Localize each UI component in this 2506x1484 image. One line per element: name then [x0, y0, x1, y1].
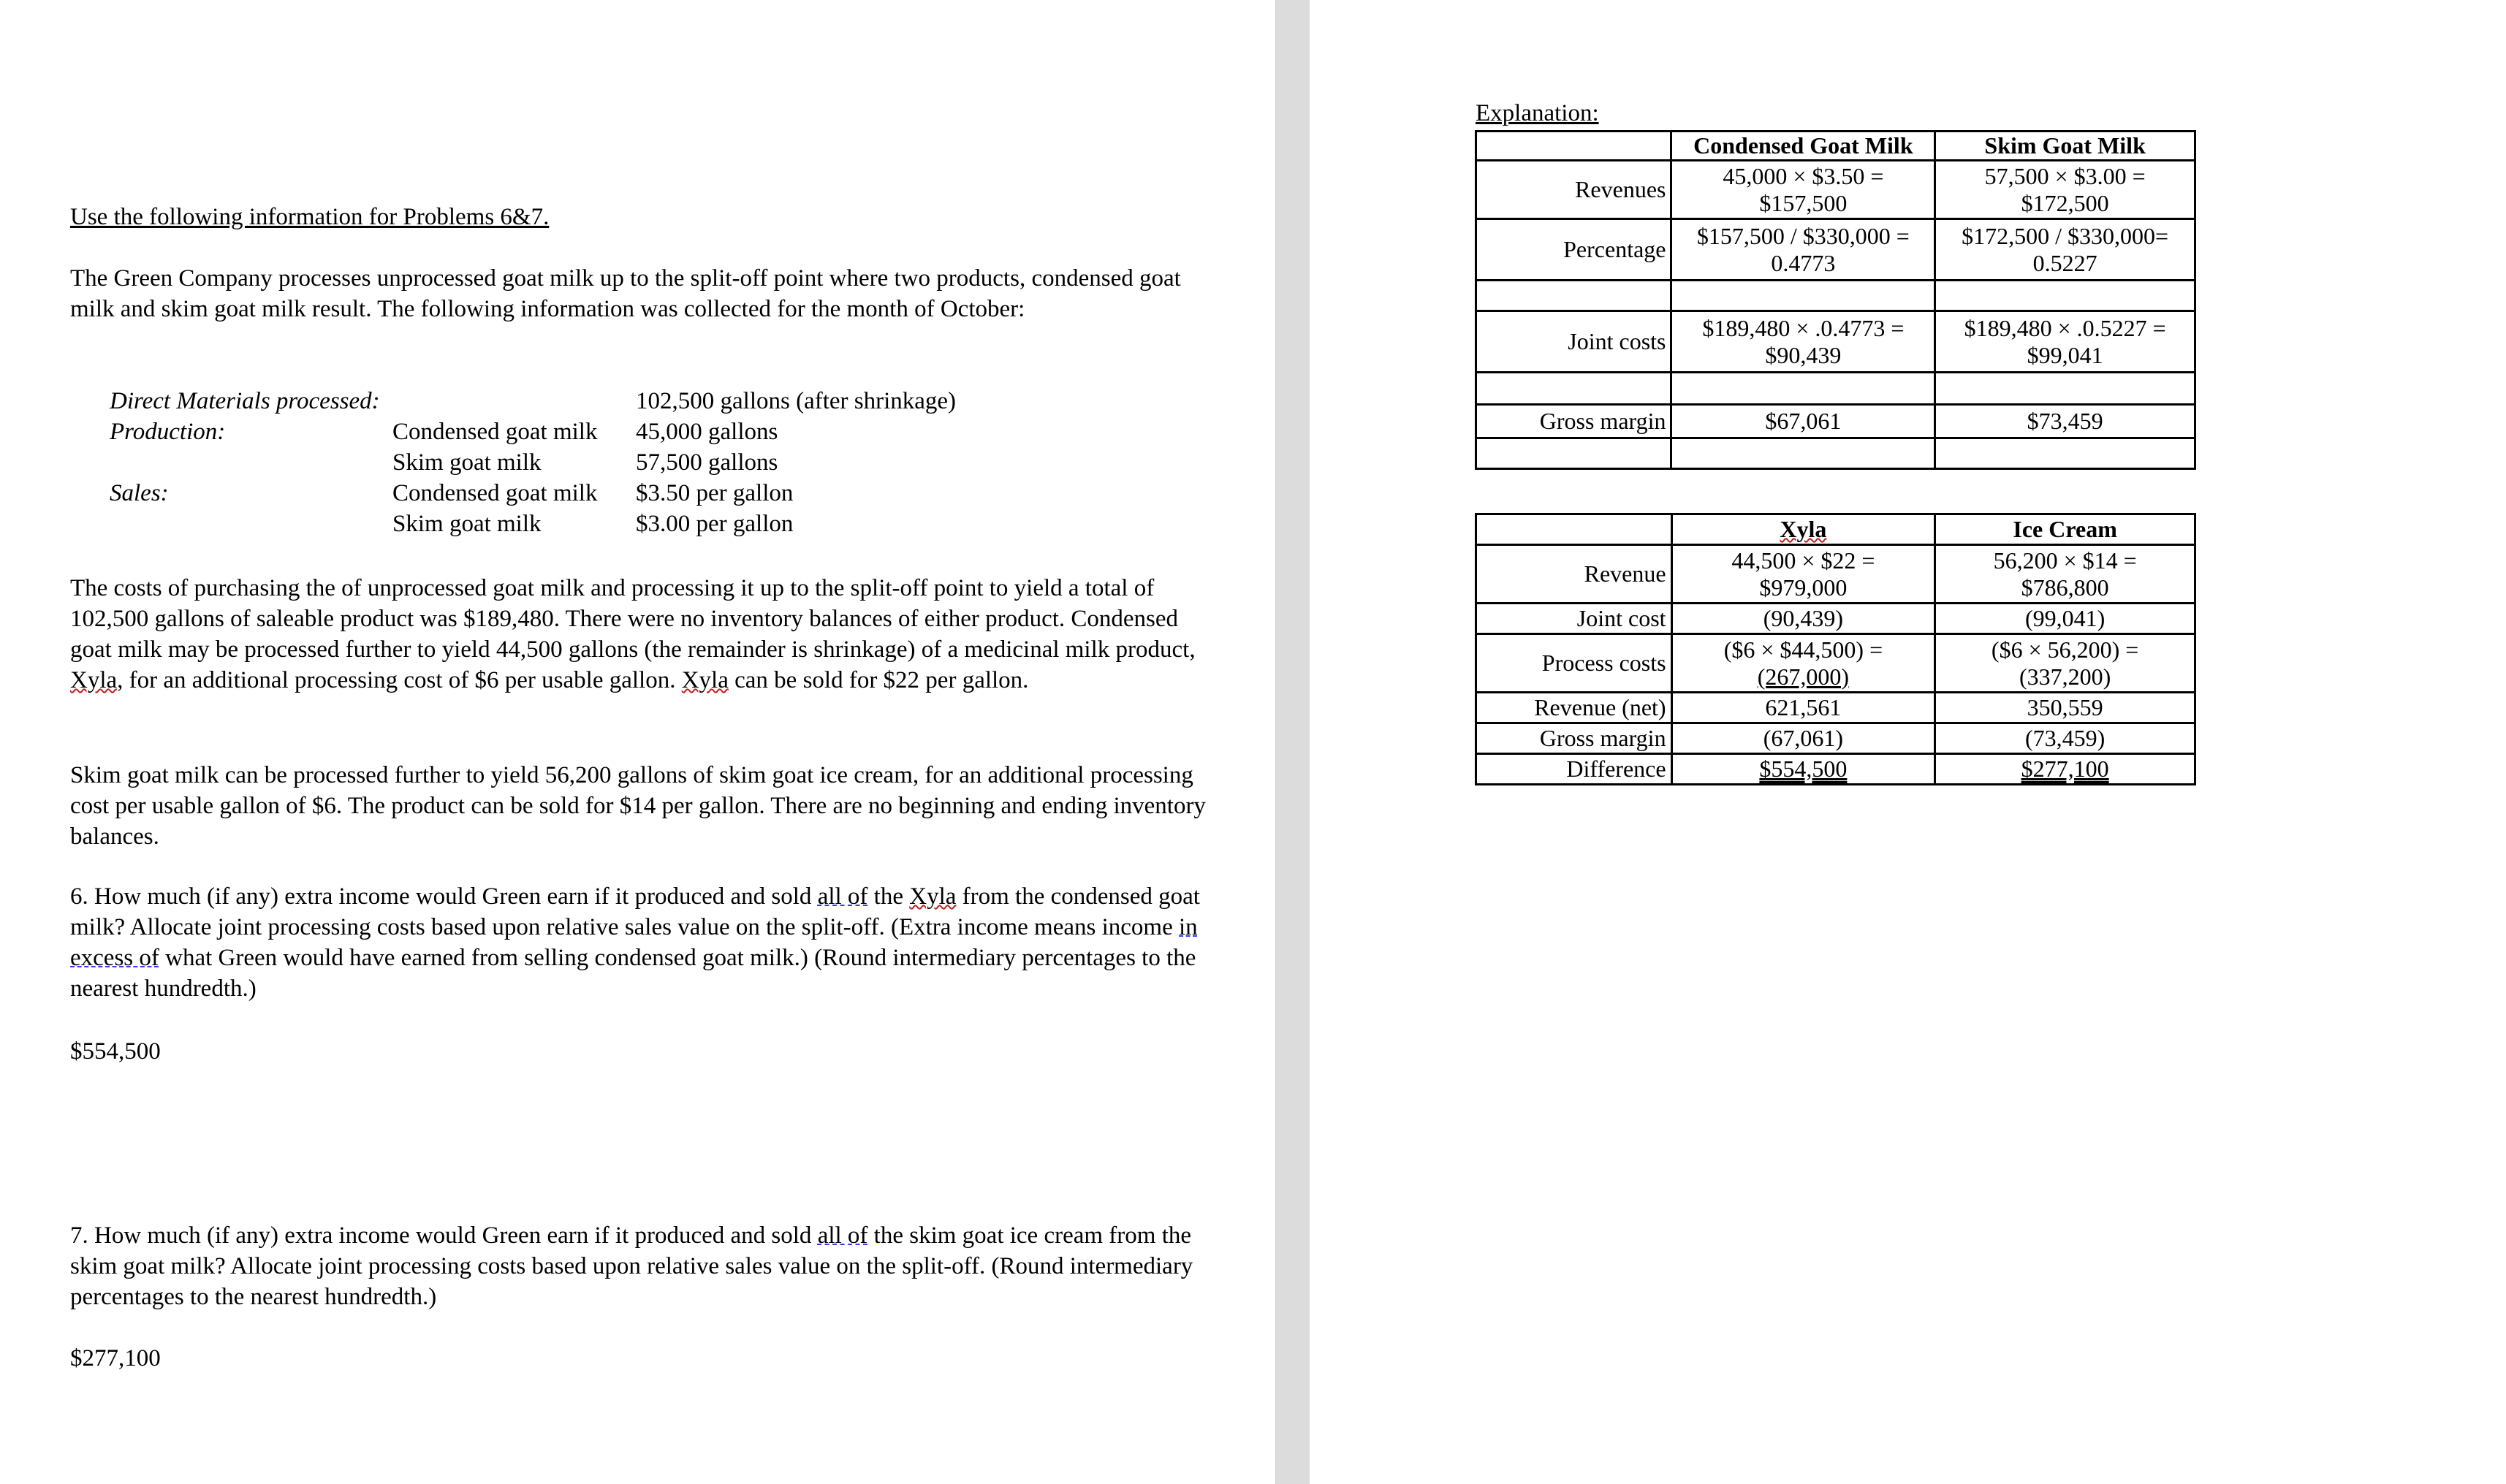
col-header: Skim Goat Milk [1935, 132, 2195, 161]
intro-paragraph: The Green Company processes unprocessed goat milk up to the split-off point where two products, condensed goat milk and skim goat milk result. The following information was collected for the month of October: [70, 265, 1181, 322]
skim-paragraph: Skim goat milk can be processed further to yield 56,200 gallons of skim goat ice cream, for an additional processing cost per usable gallon of $6. The product can be sold for $14 per gallon. There are no beginning and ending inventory balances. [70, 762, 1206, 850]
answer-6: $554,500 [70, 1038, 161, 1065]
dm-value: 102,500 gallons (after shrinkage) [636, 388, 957, 414]
sales-label: Sales: [110, 480, 169, 506]
grammar-flag[interactable]: all of [817, 1222, 868, 1249]
spell-flag[interactable]: Xyla [70, 667, 118, 693]
table-cell: $189,480 × .0.4773 = $90,439 [1671, 311, 1935, 373]
table-cell: $554,500 [1671, 754, 1935, 785]
table-cell: 45,000 × $3.50 = $157,500 [1671, 161, 1935, 219]
process-further-table [1475, 513, 2196, 785]
col-header: Xyla [1671, 514, 1935, 545]
split-off-allocation-table [1475, 130, 2196, 470]
table-cell: 57,500 × $3.00 = $172,500 [1935, 161, 2195, 219]
row-label: Gross margin [1476, 723, 1672, 754]
sales-condensed: Condensed goat milk [392, 480, 598, 506]
answer-7: $277,100 [70, 1345, 161, 1371]
table-cell: (67,061) [1671, 723, 1935, 754]
table-cell: ($6 × $44,500) = (267,000) [1671, 634, 1935, 693]
row-label: Revenue [1476, 545, 1672, 604]
table-cell: 56,200 × $14 = $786,800 [1935, 545, 2195, 604]
page-gutter [1275, 0, 1310, 1484]
costs-paragraph: The costs of purchasing the of unprocessed goat milk and processing it up to the split-off point to yield a total of 102,500 gallons of saleable product was $189,480. There were no inventory balances of either product. Condensed goat milk may be processed further to yield 44,500 gallons (the remainder is shrinkage) of a medicinal milk product, Xyla, for an additional processing cost of $6 per usable gallon. Xyla can be sold for $22 per gallon. [70, 575, 1196, 693]
row-label: Joint costs [1476, 311, 1671, 373]
production-condensed-value: 45,000 gallons [636, 419, 778, 445]
table-cell: $67,061 [1671, 405, 1935, 438]
table-cell: (73,459) [1935, 723, 2195, 754]
table-cell: (90,439) [1671, 604, 1935, 634]
table-cell: $73,459 [1935, 405, 2195, 438]
question-6: 6. How much (if any) extra income would Green earn if it produced and sold all of the Xyla from the condensed goat milk? Allocate joint processing costs based upon relative sales value on the split-off. (Extra income means income in excess of what Green would have earned from selling condensed goat milk.) (Round intermediary percentages to the nearest hundredth.) [70, 883, 1200, 1002]
table-cell: 350,559 [1935, 693, 2195, 723]
spell-flag[interactable]: Xyla [681, 667, 729, 693]
grammar-flag[interactable]: in excess of [70, 914, 1198, 971]
row-label: Gross margin [1476, 405, 1671, 438]
row-label: Process costs [1476, 634, 1672, 693]
production-condensed: Condensed goat milk [392, 419, 598, 445]
row-label: Difference [1476, 754, 1672, 785]
sales-condensed-value: $3.50 per gallon [636, 480, 794, 506]
row-label: Revenue (net) [1476, 693, 1672, 723]
sales-skim-value: $3.00 per gallon [636, 511, 794, 537]
explanation-label: Explanation: [1476, 100, 1599, 126]
table-cell: 621,561 [1671, 693, 1935, 723]
row-label: Revenues [1476, 161, 1671, 219]
dm-label: Direct Materials processed: [110, 388, 380, 414]
table-cell: (99,041) [1935, 604, 2195, 634]
col-header: Ice Cream [1935, 514, 2195, 545]
table-cell: $277,100 [1935, 754, 2195, 785]
production-skim: Skim goat milk [392, 449, 542, 476]
table-cell: $157,500 / $330,000 = 0.4773 [1671, 219, 1935, 281]
table-cell: $189,480 × .0.5227 = $99,041 [1935, 311, 2195, 373]
row-label: Joint cost [1476, 604, 1672, 634]
table-cell: ($6 × 56,200) = (337,200) [1935, 634, 2195, 693]
grammar-flag[interactable]: all of [817, 883, 868, 910]
right-page [1310, 0, 2506, 1484]
sales-skim: Skim goat milk [392, 511, 542, 537]
question-7: 7. How much (if any) extra income would Green earn if it produced and sold all of the skim goat ice cream from the skim goat milk? Allocate joint processing costs based upon relative sales value on the split-off. (Round intermediary percentages to the nearest hundredth.) [70, 1222, 1193, 1310]
col-header: Condensed Goat Milk [1671, 132, 1935, 161]
production-skim-value: 57,500 gallons [636, 449, 778, 476]
row-label: Percentage [1476, 219, 1671, 281]
table-cell: $172,500 / $330,000= 0.5227 [1935, 219, 2195, 281]
production-label: Production: [110, 419, 226, 445]
table-cell: 44,500 × $22 = $979,000 [1671, 545, 1935, 604]
problems-header: Use the following information for Problems 6&7. [70, 204, 550, 230]
spell-flag[interactable]: Xyla [909, 883, 957, 910]
